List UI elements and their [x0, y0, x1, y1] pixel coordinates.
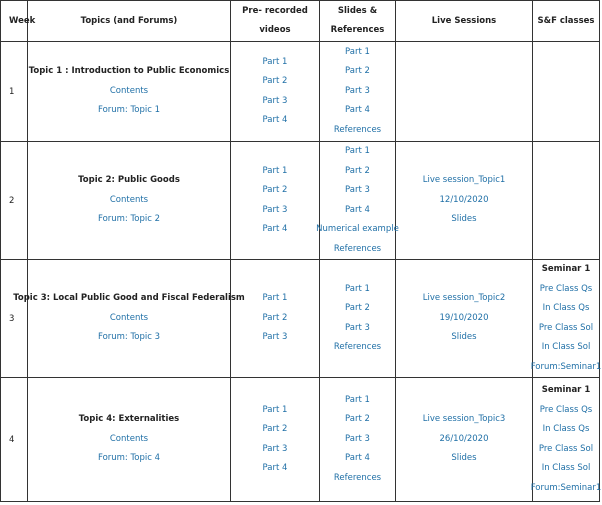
seminar-link[interactable]: In Class Qs [542, 303, 590, 313]
live-cell [396, 260, 533, 378]
sf-cell [530, 378, 602, 502]
videos-cell [231, 378, 320, 502]
slides-cell-content [320, 391, 395, 489]
forum-link[interactable]: Forum: Topic 4 [97, 453, 160, 464]
topic-cell [28, 378, 231, 502]
video-link[interactable]: Part 1 [262, 56, 288, 67]
table-row [1, 42, 600, 142]
header-sf: S&F classes [533, 1, 600, 42]
slide-link[interactable]: Part 1 [345, 394, 370, 405]
week-number: 1 [1, 42, 28, 142]
slides-cell [320, 260, 396, 378]
video-link[interactable]: Part 2 [262, 76, 288, 86]
slide-link[interactable]: References [333, 342, 382, 352]
slide-link[interactable]: References [333, 243, 382, 254]
sf-cell [530, 260, 602, 378]
video-link[interactable]: Part 3 [262, 443, 288, 454]
live-session-link[interactable]: Slides [451, 214, 477, 225]
week-number: 3 [1, 260, 28, 378]
videos-cell [231, 142, 320, 260]
slide-link[interactable]: Part 4 [345, 204, 370, 215]
header-slides-line2: References [330, 25, 385, 35]
slides-cell-content [316, 142, 399, 259]
video-link[interactable]: Part 2 [262, 185, 288, 195]
live-cell-content [396, 289, 532, 348]
slide-link[interactable]: Part 3 [345, 433, 370, 444]
slide-link[interactable]: Part 4 [345, 105, 370, 116]
forum-link[interactable]: Forum: Topic 1 [97, 105, 160, 116]
slide-link[interactable]: Part 1 [345, 146, 370, 156]
slide-link[interactable]: Part 4 [345, 453, 370, 464]
seminar-link[interactable]: Forum:Seminar1 [530, 361, 602, 372]
videos-cell-content [231, 53, 319, 131]
slides-cell [320, 378, 396, 502]
table-row [1, 378, 600, 502]
table-row [1, 142, 600, 260]
seminar-link[interactable]: Pre Class Qs [539, 283, 593, 294]
video-link[interactable]: Part 4 [262, 463, 288, 473]
contents-link[interactable]: Contents [109, 194, 149, 205]
sf-cell [533, 142, 600, 260]
live-session-link[interactable]: Live session_Topic3 [422, 414, 506, 425]
sf-cell-content [530, 381, 602, 498]
week-number: 4 [1, 378, 28, 502]
header-slides [320, 1, 396, 42]
slide-link[interactable]: Part 2 [345, 414, 370, 425]
topic-title: Topic 4: Externalities [78, 414, 180, 425]
live-cell-content [396, 171, 532, 230]
seminar-link[interactable]: Pre Class Sol [538, 443, 594, 454]
seminar-link[interactable]: In Class Qs [542, 424, 590, 434]
seminar-title: Seminar 1 [541, 385, 591, 395]
seminar-title: Seminar 1 [541, 264, 591, 274]
video-link[interactable]: Part 3 [262, 204, 288, 215]
slide-link[interactable]: Part 3 [345, 85, 370, 96]
seminar-link[interactable]: Pre Class Qs [539, 404, 593, 415]
header-topics: Topics (and Forums) [28, 1, 231, 42]
video-link[interactable]: Part 1 [262, 293, 288, 304]
slide-link[interactable]: References [333, 472, 382, 483]
live-cell [396, 142, 533, 260]
topic-title: Topic 1 : Introduction to Public Economics [28, 66, 230, 77]
topic-cell [28, 42, 231, 142]
topic-cell-content [28, 62, 230, 121]
live-session-link[interactable]: Slides [451, 453, 477, 464]
forum-link[interactable]: Forum: Topic 3 [97, 332, 160, 343]
topic-cell [13, 260, 245, 378]
topic-title: Topic 3: Local Public Good and Fiscal Federalism [13, 293, 245, 304]
seminar-link[interactable]: Pre Class Sol [538, 322, 594, 333]
sf-cell [533, 42, 600, 142]
slide-link[interactable]: Part 3 [345, 185, 370, 195]
sf-cell-content [530, 260, 602, 377]
header-week: Week [1, 1, 28, 42]
topic-cell-content [28, 410, 230, 469]
slides-cell-content [320, 43, 395, 141]
header-row [1, 1, 600, 42]
video-link[interactable]: Part 1 [262, 404, 288, 415]
slide-link[interactable]: Part 3 [345, 322, 370, 333]
live-cell [396, 42, 533, 142]
video-link[interactable]: Part 1 [262, 165, 288, 176]
contents-link[interactable]: Contents [109, 433, 149, 444]
video-link[interactable]: Part 4 [262, 224, 288, 234]
slide-link[interactable]: Part 1 [345, 46, 370, 57]
session-date: 19/10/2020 [439, 312, 489, 323]
live-session-link[interactable]: Slides [451, 332, 477, 343]
live-session-link[interactable]: Live session_Topic1 [422, 175, 506, 186]
video-link[interactable]: Part 3 [262, 332, 288, 343]
live-session-link[interactable]: Live session_Topic2 [422, 293, 506, 304]
slide-link[interactable]: Part 2 [345, 303, 370, 313]
header-slides-line1: Slides & [337, 5, 378, 16]
forum-link[interactable]: Forum: Topic 2 [97, 214, 160, 225]
videos-cell-content [231, 162, 319, 240]
video-link[interactable]: Part 2 [262, 312, 288, 323]
videos-cell [231, 260, 320, 378]
topic-cell-content [28, 171, 230, 230]
header-videos: Pre- recorded videos [231, 1, 320, 42]
video-link[interactable]: Part 2 [262, 424, 288, 434]
topic-title: Topic 2: Public Goods [78, 175, 180, 186]
seminar-link[interactable]: In Class Sol [541, 342, 591, 352]
live-cell-content [396, 410, 532, 469]
topic-cell-content [13, 289, 245, 348]
session-date: 12/10/2020 [439, 194, 489, 205]
slide-link[interactable]: Part 1 [345, 283, 370, 294]
slide-link[interactable]: Numerical example [316, 224, 399, 234]
table-row [1, 260, 600, 378]
videos-cell-content [231, 401, 319, 479]
slide-link[interactable]: Part 2 [345, 66, 370, 77]
slide-link[interactable]: Part 2 [345, 165, 370, 176]
week-number: 2 [1, 142, 28, 260]
video-link[interactable]: Part 4 [262, 115, 288, 125]
slide-link[interactable]: References [333, 124, 382, 135]
video-link[interactable]: Part 3 [262, 95, 288, 106]
live-cell [396, 378, 533, 502]
slides-cell-content [320, 280, 395, 358]
topic-cell [28, 142, 231, 260]
session-date: 26/10/2020 [439, 433, 489, 444]
seminar-link[interactable]: In Class Sol [541, 463, 591, 473]
contents-link[interactable]: Contents [109, 85, 149, 96]
seminar-link[interactable]: Forum:Seminar1 [530, 482, 602, 493]
slides-cell [320, 42, 396, 142]
contents-link[interactable]: Contents [109, 312, 149, 323]
slides-cell [316, 142, 399, 260]
videos-cell [231, 42, 320, 142]
header-live: Live Sessions [396, 1, 533, 42]
